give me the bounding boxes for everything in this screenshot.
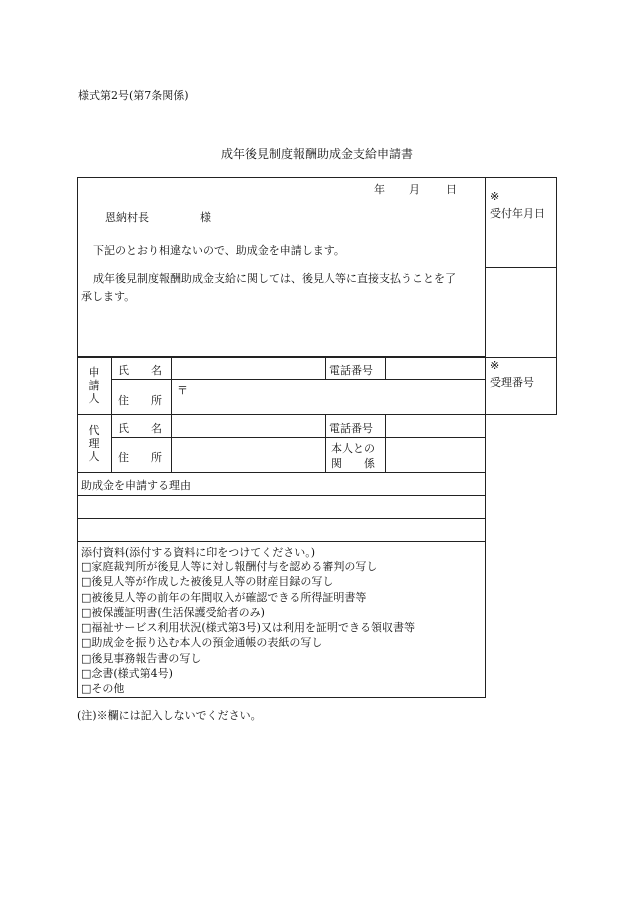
applicant-field-divider — [171, 357, 172, 415]
reception-number-mark: ※ — [490, 359, 500, 372]
applicant-label-divider — [111, 357, 112, 415]
agent-phone-divider-a — [325, 414, 326, 473]
consent-text-line2: 承します。 — [81, 290, 136, 303]
agent-address-label: 住 所 — [118, 451, 162, 464]
agent-address-field[interactable] — [177, 441, 323, 470]
applicant-postal-mark: 〒 — [177, 384, 188, 397]
agent-label-divider — [111, 414, 112, 473]
agent-relation-label-2: 関 係 — [331, 457, 375, 470]
date-month: 月 — [409, 183, 420, 196]
agent-phone-label: 電話番号 — [329, 422, 373, 435]
office-use-divider-1 — [485, 267, 557, 268]
applicant-phone-label: 電話番号 — [329, 364, 373, 377]
attachment-checkbox-item[interactable]: □後見人等が作成した被後見人等の財産目録の写し — [81, 575, 334, 589]
document-title: 成年後見制度報酬助成金支給申請書 — [221, 147, 414, 161]
attachment-checkbox-item[interactable]: □福祉サービス利用状況(様式第3号)又は利用を証明できる領収書等 — [81, 621, 415, 635]
form-number: 様式第2号(第7条関係) — [78, 89, 189, 102]
applicant-section-label: 申請人 — [88, 366, 100, 405]
applicant-phone-divider-b — [385, 357, 386, 379]
reception-number-label: 受理番号 — [490, 376, 534, 389]
attachments-header: 添付資料(添付する資料に印をつけてください。) — [81, 546, 316, 559]
agent-row-divider — [111, 437, 486, 438]
agent-section-label: 代理人 — [88, 424, 100, 463]
attachment-checkbox-item[interactable]: □その他 — [81, 682, 125, 696]
reason-field-line-2[interactable] — [80, 520, 483, 539]
applicant-address-label: 住 所 — [118, 394, 162, 407]
agent-relation-label-1: 本人との — [331, 442, 375, 455]
reception-date-label: 受付年月日 — [490, 207, 545, 220]
agent-name-field[interactable] — [177, 418, 323, 435]
reason-divider-1 — [77, 495, 486, 496]
attachments-checklist — [81, 559, 415, 697]
addressee-honorific: 様 — [200, 211, 211, 224]
applicant-phone-field[interactable] — [389, 361, 483, 377]
attachment-checkbox-item[interactable]: □後見事務報告書の写し — [81, 651, 202, 665]
applicant-name-label: 氏 名 — [118, 364, 162, 377]
attachment-checkbox-item[interactable]: □家庭裁判所が後見人等に対し報酬付与を認める審判の写し — [81, 560, 378, 573]
reason-label: 助成金を申請する理由 — [81, 479, 191, 492]
application-text: 下記のとおり相違ないので、助成金を申請します。 — [93, 244, 345, 257]
agent-relation-field[interactable] — [389, 441, 483, 470]
addressee-name: 恩納村長 — [105, 211, 149, 224]
date-day: 日 — [446, 183, 457, 196]
agent-field-divider — [171, 414, 172, 473]
office-use-divider-2 — [485, 357, 557, 358]
applicant-address-field[interactable] — [190, 383, 482, 411]
applicant-row-divider — [111, 379, 486, 380]
applicant-phone-divider-a — [325, 357, 326, 379]
attachment-checkbox-item[interactable]: □被保護証明書(生活保護受給者のみ) — [81, 605, 265, 619]
agent-phone-field[interactable] — [389, 418, 483, 435]
reason-field-line-1[interactable] — [80, 497, 483, 516]
attachment-checkbox-item[interactable]: □念書(様式第4号) — [81, 667, 173, 681]
date-year: 年 — [374, 183, 385, 196]
agent-phone-divider-b — [385, 414, 386, 473]
footnote: (注)※欄には記入しないでください。 — [77, 709, 262, 722]
applicant-name-field[interactable] — [177, 361, 323, 377]
attachment-checkbox-item[interactable]: □助成金を振り込む本人の預金通帳の表紙の写し — [81, 636, 323, 650]
application-statement-box — [77, 177, 486, 357]
reason-divider-2 — [77, 518, 486, 519]
agent-name-label: 氏 名 — [118, 422, 162, 435]
reception-date-mark: ※ — [490, 190, 500, 203]
consent-text-line1: 成年後見制度報酬助成金支給に関しては、後見人等に直接支払うことを了 — [93, 272, 456, 285]
attachment-checkbox-item[interactable]: □被後見人等の前年の年間収入が確認できる所得証明書等 — [81, 590, 367, 604]
